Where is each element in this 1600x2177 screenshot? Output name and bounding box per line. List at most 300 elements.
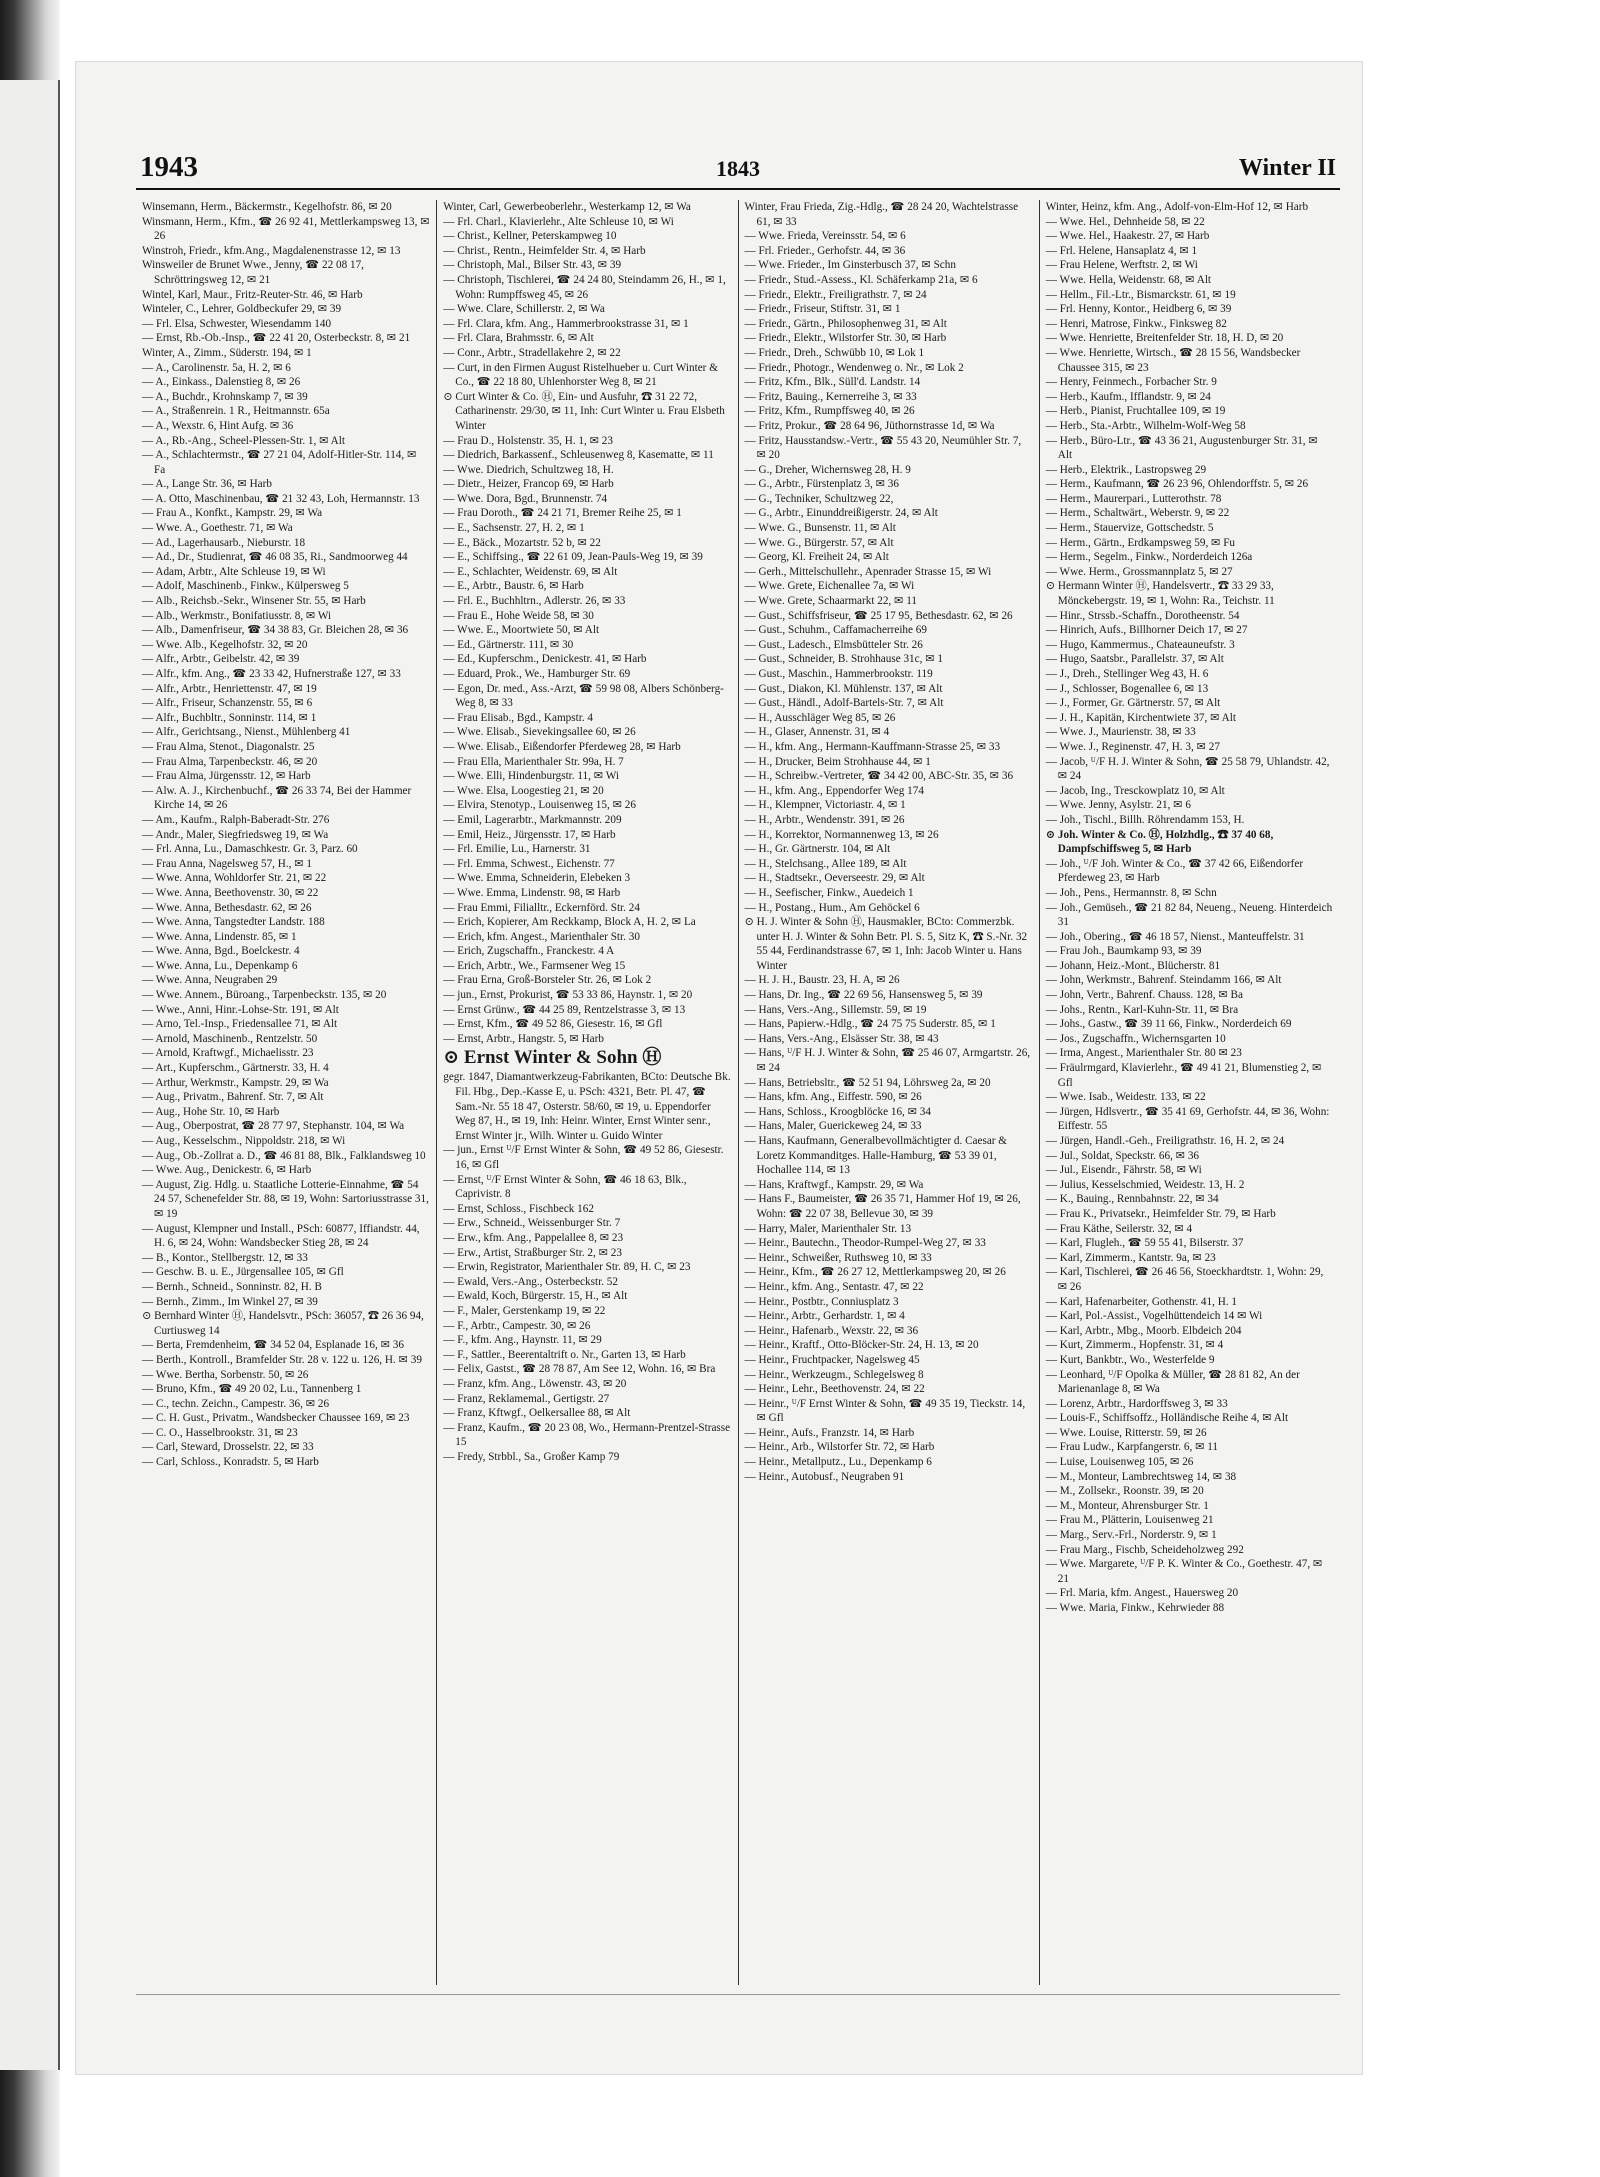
directory-entry: — G., Arbtr., Fürstenplatz 3, ✉ 36 [744,478,899,491]
directory-column-3 [739,200,1040,1985]
previous-page-edge [0,80,60,2070]
directory-entry: — Frl. Maria, kfm. Angest., Hauersweg 20 [1045,1587,1239,1600]
directory-entry: — Heinr., Kraftf., Otto-Blöcker-Str. 24, H. 13, ✉ 20 [744,1339,979,1352]
directory-entry: — Georg, Kl. Freiheit 24, ✉ Alt [744,551,889,564]
header-running-word: Winter II [1238,155,1336,181]
directory-entry: — Jul., Eisendr., Fährstr. 58, ✉ Wi [1045,1164,1202,1177]
directory-entry: — Wwe. Clare, Schillerstr. 2, ✉ Wa [443,303,605,316]
directory-entry: — John, Vertr., Bahrenf. Chauss. 128, ✉ Ba [1045,989,1243,1002]
directory-column-1 [136,200,437,1985]
directory-entry: — C. H. Gust., Privatm., Wandsbecker Chaussee 169, ✉ 23 [142,1412,410,1425]
directory-entry: — Alfr., Friseur, Schanzenstr. 55, ✉ 6 [142,697,313,710]
directory-entry: — Heinr., Bautechn., Theodor-Rumpel-Weg 27, ✉ 33 [744,1237,986,1250]
directory-entry: — Wwe. Emma, Lindenstr. 98, ✉ Harb [443,886,621,899]
directory-entry: — Ed., Gärtnerstr. 111, ✉ 30 [443,638,574,651]
directory-entry: — Heinr., kfm. Ang., Sentastr. 47, ✉ 22 [744,1280,924,1293]
directory-entry: — Wwe. Anna, Wohldorfer Str. 21, ✉ 22 [142,872,327,885]
directory-entry: — August, Zig. Hdlg. u. Staatliche Lotterie-Einnahme, ☎ 54 24 57, Schenefelder Str. 88, ✉ 19, Wohn: Sartoriusstrasse 31, ✉ 19 [142,1178,429,1220]
directory-entry: — Alfr., Arbtr., Henriettenstr. 47, ✉ 19 [142,682,317,695]
directory-entry: — A. Otto, Maschinenbau, ☎ 21 32 43, Loh, Hermannstr. 13 [142,492,420,505]
directory-entry: Wintel, Karl, Maur., Fritz-Reuter-Str. 46, ✉ Harb [142,288,363,301]
directory-entry: — Wwe. Henriette, Wirtsch., ☎ 28 15 56, Wandsbecker Chaussee 315, ✉ 23 [1045,346,1301,374]
directory-entry: — H., kfm. Ang., Hermann-Kauffmann-Strasse 25, ✉ 33 [744,740,1001,753]
directory-entry: — Frl. Frieder., Gerhofstr. 44, ✉ 36 [744,244,906,257]
directory-entry: — Hinr., Strssb.-Schaffn., Dorotheenstr. 54 [1045,609,1240,622]
directory-entry: — A., Wexstr. 6, Hint Aufg. ✉ 36 [142,419,294,432]
directory-entry: — Ernst, Rb.-Ob.-Insp., ☎ 22 41 20, Osterbeckstr. 8, ✉ 21 [142,332,411,345]
directory-entry: — Wwe. A., Goethestr. 71, ✉ Wa [142,522,293,535]
directory-entry: — Egon, Dr. med., Ass.-Arzt, ☎ 59 98 08, Albers Schönberg-Weg 8, ✉ 33 [443,682,724,710]
directory-entry: — Frl. Anna, Lu., Damaschkestr. Gr. 3, Parz. 60 [142,843,358,856]
directory-entry: — Wwe. Dora, Bgd., Brunnenstr. 74 [443,492,608,505]
directory-entry: — Hans, ᵁ/F H. J. Winter & Sohn, ☎ 25 46 07, Armgartstr. 26, ✉ 24 [744,1047,1031,1075]
directory-entry: — Alfr., Arbtr., Geibelstr. 42, ✉ 39 [142,653,300,666]
directory-entry: — Joh., Obering., ☎ 46 18 57, Nienst., Manteuffelstr. 31 [1045,930,1305,943]
directory-entry: — Alfr., Gerichtsang., Nienst., Mühlenberg 41 [142,726,351,739]
directory-entry: — A., Einkass., Dalenstieg 8, ✉ 26 [142,376,301,389]
directory-entry: — Herb., Sta.-Arbtr., Wilhelm-Wolf-Weg 58 [1045,419,1246,432]
directory-entry: — Arno, Tel.-Insp., Friedensallee 71, ✉ Alt [142,1018,338,1031]
directory-entry: — Arnold, Kraftwgf., Michaelisstr. 23 [142,1047,314,1060]
directory-entry: — Ernst, ᵁ/F Ernst Winter & Sohn, ☎ 46 18 63, Blk., Caprivistr. 8 [443,1173,687,1201]
directory-entry: — Frau Marg., Fischb, Scheideholzweg 292 [1045,1543,1244,1556]
directory-entry: — Jürgen, Hdlsvertr., ☎ 35 41 69, Gerhofstr. 44, ✉ 36, Wohn: Eiffestr. 55 [1045,1105,1330,1133]
directory-entry: — Hans, Kraftwgf., Kampstr. 29, ✉ Wa [744,1178,924,1191]
directory-entry: — Heinr., Werkzeugm., Schlegelsweg 8 [744,1368,924,1381]
directory-entry: — Berta, Fremdenheim, ☎ 34 52 04, Esplanade 16, ✉ 36 [142,1339,404,1352]
directory-entry: — Hans, kfm. Ang., Eiffestr. 590, ✉ 26 [744,1091,922,1104]
directory-entry: — Ernst, Schloss., Fischbeck 162 [443,1202,594,1215]
directory-entry: — Gerh., Mittelschullehr., Apenrader Strasse 15, ✉ Wi [744,565,992,578]
directory-entry: — Wwe. Frieda, Vereinsstr. 54, ✉ 6 [744,230,906,243]
directory-entry: — Hans, Kaufmann, Generalbevollmächtigter d. Caesar & Loretz Kommanditges. Halle-Hamburg, ☎ 53 39 01, Hochallee 114, ✉ 13 [744,1135,1008,1177]
directory-entry: — Wwe. Elisab., Eißendorfer Pferdeweg 28, ✉ Harb [443,740,681,753]
directory-entry: — Am., Kaufm., Ralph-Baberadt-Str. 276 [142,813,330,826]
directory-entry: — Wwe. Anna, Beethovenstr. 30, ✉ 22 [142,886,319,899]
directory-entry: — John, Werkmstr., Bahrenf. Steindamm 166, ✉ Alt [1045,974,1282,987]
directory-entry: — Johann, Heiz.-Mont., Blücherstr. 81 [1045,959,1221,972]
directory-entry: Winter, Carl, Gewerbeoberlehr., Westerkamp 12, ✉ Wa [443,201,691,213]
directory-entry: — Conr., Arbtr., Stradellakehre 2, ✉ 22 [443,346,621,359]
directory-entry: — Wwe. Anna, Bethesdastr. 62, ✉ 26 [142,901,312,914]
directory-entry: — Ewald, Vers.-Ang., Osterbeckstr. 52 [443,1275,618,1288]
directory-entry: — Ernst, Arbtr., Hangstr. 5, ✉ Harb [443,1032,604,1045]
directory-entry: — Art., Kupferschm., Gärtnerstr. 33, H. 4 [142,1062,329,1075]
directory-entry: — Herm., Maurerpari., Lutterothstr. 78 [1045,492,1222,505]
directory-entry: — Arnold, Maschinenb., Rentzelstr. 50 [142,1032,318,1045]
directory-entry: — Wwe. Annem., Büroang., Tarpenbeckstr. 135, ✉ 20 [142,989,387,1002]
directory-entry: — Herb., Pianist, Fruchtallee 109, ✉ 19 [1045,405,1226,418]
directory-entry: — Wwe. Alb., Kegelhofstr. 32, ✉ 20 [142,638,308,651]
directory-entry: — Frau Doroth., ☎ 24 21 71, Bremer Reihe 25, ✉ 1 [443,507,682,520]
directory-entry: — G., Techniker, Schultzweg 22, [744,492,894,505]
directory-entry: — Wwe. Aug., Denickestr. 6, ✉ Harb [142,1164,312,1177]
directory-entry: — Jürgen, Handl.-Geh., Freiligrathstr. 16, H. 2, ✉ 24 [1045,1135,1285,1147]
directory-entry: — H., Seefischer, Finkw., Auedeich 1 [744,886,914,899]
directory-entry: — Wwe. Anna, Bgd., Boelckestr. 4 [142,945,300,958]
directory-entry: — Herb., Elektrik., Lastropsweg 29 [1045,463,1207,476]
directory-entry: — Wwe. Diedrich, Schultzweg 18, H. [443,463,614,476]
directory-entry: — Erwin, Registrator, Marienthaler Str. 89, H. C, ✉ 23 [443,1261,691,1274]
directory-entry: — Wwe. Louise, Ritterstr. 59, ✉ 26 [1045,1426,1207,1439]
directory-entry: — Frau A., Konfkt., Kampstr. 29, ✉ Wa [142,507,323,520]
directory-entry: — Wwe. G., Bürgerstr. 57, ✉ Alt [744,536,894,549]
directory-entry: — Frau Helene, Werftstr. 2, ✉ Wi [1045,259,1198,272]
directory-entry: — Alb., Werkmstr., Bonifatiusstr. 8, ✉ Wi [142,609,332,622]
directory-entry: — Wwe. Hel., Dehnheide 58, ✉ 22 [1045,215,1205,228]
directory-entry: — Herm., Schaltwärt., Weberstr. 9, ✉ 22 [1045,507,1230,520]
directory-entry: ⊙ Joh. Winter & Co. Ⓗ, Holzhdlg., ☎ 37 40 68, Dampfschiffsweg 5, ✉ Harb [1045,828,1274,856]
directory-entry: — Elvira, Stenotyp., Louisenweg 15, ✉ 26 [443,799,636,812]
directory-entry: — Hans, Schloss., Kroogblöcke 16, ✉ 34 [744,1105,931,1118]
directory-entry: — Julius, Kesselschmied, Weidestr. 13, H. 2 [1045,1178,1245,1191]
directory-entry: — Wwe. Emma, Schneiderin, Elebeken 3 [443,872,631,885]
directory-entry: — A., Buchdr., Krohnskamp 7, ✉ 39 [142,390,308,403]
directory-entry: — Wwe. E., Moortwiete 50, ✉ Alt [443,624,600,637]
directory-entry: — A., Lange Str. 36, ✉ Harb [142,478,272,491]
directory-entry: — Frl. Charl., Klavierlehr., Alte Schleuse 10, ✉ Wi [443,215,674,228]
directory-entry: — Hugo, Saatsbr., Parallelstr. 37, ✉ Alt [1045,653,1224,666]
directory-entry: — Adolf, Maschinenb., Finkw., Külpersweg 5 [142,580,349,593]
directory-entry: — H., Ausschläger Weg 85, ✉ 26 [744,711,896,724]
directory-entry: — Herm., Stauervize, Gottschedstr. 5 [1045,522,1214,535]
directory-entry: — Ad., Dr., Studienrat, ☎ 46 08 35, Ri., Sandmoorweg 44 [142,551,408,564]
directory-entry: — Fritz, Hausstandsw.-Vertr., ☎ 55 43 20, Neumühler Str. 7, ✉ 20 [744,434,1022,462]
directory-entry: — E., Schiffsing., ☎ 22 61 09, Jean-Pauls-Weg 19, ✉ 39 [443,551,703,564]
directory-entry: — F., Sattler., Beerentaltrift o. Nr., Garten 13, ✉ Harb [443,1348,686,1361]
directory-entry: — Frl. Henny, Kontor., Heidberg 6, ✉ 39 [1045,303,1232,316]
directory-entry: — Heinr., ᵁ/F Ernst Winter & Sohn, ☎ 49 35 19, Tieckstr. 14, ✉ Gfl [744,1397,1026,1425]
directory-entry: Winteler, C., Lehrer, Goldbeckufer 29, ✉ 39 [142,303,342,316]
directory-entry: — August, Klempner und Install., PSch: 60877, Iffiandstr. 44, H. 6, ✉ 24, Wohn: Wandsbecker Stieg 28, ✉ 24 [142,1222,420,1250]
directory-entry: — Alfr., Buchbltr., Sonninstr. 114, ✉ 1 [142,711,317,724]
directory-entry: — Karl, Pol.-Assist., Vogelhüttendeich 14 ✉ Wi [1045,1310,1263,1323]
directory-entry: — Aug., Privatm., Bahrenf. Str. 7, ✉ Alt [142,1091,324,1104]
directory-entry: — Marg., Serv.-Frl., Norderstr. 9, ✉ 1 [1045,1529,1217,1542]
directory-entry: — H., Gr. Gärtnerstr. 104, ✉ Alt [744,843,891,856]
directory-entry: — Wwe. Elli, Hindenburgstr. 11, ✉ Wi [443,770,619,783]
directory-entry: — Frau Alma, Jürgensstr. 12, ✉ Harb [142,770,311,783]
directory-entry: — Karl, Zimmerm., Kantstr. 9a, ✉ 23 [1045,1251,1216,1264]
directory-entry: — Wwe. Jenny, Asylstr. 21, ✉ 6 [1045,799,1191,812]
directory-entry: — Frl. Clara, Brahmsstr. 6, ✉ Alt [443,332,594,345]
directory-entry: — Heinr., Lehr., Beethovenstr. 24, ✉ 22 [744,1383,925,1396]
directory-entry: — Aug., Oberpostrat, ☎ 28 77 97, Stephanstr. 104, ✉ Wa [142,1120,405,1133]
directory-entry: — Heinr., Kfm., ☎ 26 27 12, Mettlerkampsweg 20, ✉ 26 [744,1266,1006,1279]
directory-entry: — Wwe. Anna, Lindenstr. 85, ✉ 1 [142,930,297,943]
directory-entry: — H., Postang., Hum., Am Gehöckel 6 [744,901,920,914]
directory-entry: — Berth., Kontroll., Bramfelder Str. 28 v. 122 u. 126, H. ✉ 39 [142,1353,422,1366]
directory-entry: — C. O., Hasselbrookstr. 31, ✉ 23 [142,1426,298,1439]
directory-entry: — Erich, Zugschaffn., Franckestr. 4 A [443,945,615,958]
directory-entry: — Emil, Lagerarbtr., Markmannstr. 209 [443,813,622,826]
directory-entry: — Wwe. Hella, Weidenstr. 68, ✉ Alt [1045,273,1212,286]
directory-entry: — F., Arbtr., Campestr. 30, ✉ 26 [443,1319,591,1332]
directory-entry: — Bernh., Zimm., Im Winkel 27, ✉ 39 [142,1295,318,1308]
directory-entry: — Karl, Tischlerei, ☎ 26 46 56, Stoeckhardtstr. 1, Wohn: 29, ✉ 26 [1045,1266,1324,1293]
directory-entry: — A., Straßenrein. 1 R., Heitmannstr. 65a [142,405,330,418]
directory-entry: — Kurt, Bankbtr., Wo., Westerfelde 9 [1045,1353,1215,1366]
directory-entry: Winstroh, Friedr., kfm.Ang., Magdalenenstrasse 12, ✉ 13 [142,244,401,257]
directory-entry: — Frau D., Holstenstr. 35, H. 1, ✉ 23 [443,434,613,447]
directory-entry: — Frl. Emma, Schwest., Eichenstr. 77 [443,857,615,870]
directory-entry: — Geschw. B. u. E., Jürgensallee 105, ✉ Gfl [142,1266,344,1279]
directory-entry: — Gust., Maschin., Hammerbrookstr. 119 [744,668,933,680]
directory-entry: Winter, Frau Frieda, Zig.-Hdlg., ☎ 28 24 20, Wachtelstrasse 61, ✉ 33 [744,201,1019,228]
directory-columns [136,200,1340,1985]
directory-entry: — M., Zollsekr., Roonstr. 39, ✉ 20 [1045,1485,1204,1498]
directory-entry: — Andr., Maler, Siegfriedsweg 19, ✉ Wa [142,828,329,841]
directory-entry: — J. H., Kapitän, Kirchentwiete 37, ✉ Alt [1045,711,1236,724]
directory-entry: — Wwe. G., Bunsenstr. 11, ✉ Alt [744,522,896,535]
directory-entry: — H., Stelchsang., Allee 189, ✉ Alt [744,857,907,870]
directory-entry: — Frl. Emilie, Lu., Harnerstr. 31 [443,843,591,856]
directory-entry: — E., Sachsenstr. 27, H. 2, ✉ 1 [443,522,585,535]
directory-entry: — Herm., Kaufmann, ☎ 26 23 96, Ohlendorffstr. 5, ✉ 26 [1045,478,1309,491]
directory-entry: — Felix, Gastst., ☎ 28 78 87, Am See 12, Wohn. 16, ✉ Bra [443,1363,716,1376]
directory-entry: — Friedr., Gärtn., Philosophenweg 31, ✉ Alt [744,317,947,330]
directory-entry: — Adam, Arbtr., Alte Schleuse 19, ✉ Wi [142,565,326,578]
directory-entry: — Hans, Betriebsltr., ☎ 52 51 94, Löhrsweg 2a, ✉ 20 [744,1076,991,1089]
directory-entry: ⊙ Ernst Winter & Sohn Ⓗ [443,1047,662,1069]
directory-entry: — Herb., Büro-Ltr., ☎ 43 36 21, Augustenburger Str. 31, ✉ Alt [1045,434,1318,462]
directory-entry: — Frau Emmi, Filialltr., Eckernförd. Str. 24 [443,901,640,914]
directory-entry: Winsweiler de Brunet Wwe., Jenny, ☎ 22 08 17, Schröttringsweg 12, ✉ 21 [142,259,364,286]
directory-entry: — H., kfm. Ang., Eppendorfer Weg 174 [744,784,924,797]
directory-entry: — Wwe. Hel., Haakestr. 27, ✉ Harb [1045,230,1210,243]
directory-entry: — Aug., Ob.-Zollrat a. D., ☎ 46 81 88, Blk., Falklandsweg 10 [142,1149,426,1162]
directory-entry: — jun., Ernst ᵁ/F Ernst Winter & Sohn, ☎ 49 52 86, Giesestr. 16, ✉ Gfl [443,1144,724,1171]
directory-entry: — Joh., Gemüseh., ☎ 21 82 84, Neueng., Neueng. Hinterdeich 31 [1045,901,1333,929]
directory-entry: — A., Rb.-Ang., Scheel-Plessen-Str. 1, ✉ Alt [142,434,345,447]
bottom-rule [136,1994,1340,1995]
page-header [136,144,1340,190]
directory-entry: — H., Drucker, Beim Strohhause 44, ✉ 1 [744,755,931,768]
directory-entry: — Fredy, Strbbl., Sa., Großer Kamp 79 [443,1450,620,1463]
directory-entry: — Lorenz, Arbtr., Hardorffsweg 3, ✉ 33 [1045,1397,1228,1410]
directory-entry: — Friedr., Friseur, Stiftstr. 31, ✉ 1 [744,303,901,316]
directory-entry: — Heinr., Aufs., Franzstr. 14, ✉ Harb [744,1426,915,1439]
directory-entry: — Heinr., Metallputz., Lu., Depenkamp 6 [744,1456,932,1469]
directory-entry: — Wwe. J., Maurienstr. 38, ✉ 33 [1045,726,1196,739]
directory-entry: — Kurt, Zimmerm., Hopfenstr. 31, ✉ 4 [1045,1339,1224,1352]
directory-entry: ⊙ H. J. Winter & Sohn Ⓗ, Hausmakler, BCto: Commerzbk. unter H. J. Winter & Sohn Betr. Pl. S. 5, Sitz K, ☎ S.-Nr. 32 55 44, Ferdinandstrasse 67, ✉ 1, Inh: Jacob Winter u. Hans Winter [744,916,1028,972]
directory-entry: — Ad., Lagerhausarb., Nieburstr. 18 [142,536,306,549]
directory-entry: — Ed., Kupferschm., Denickestr. 41, ✉ Harb [443,653,647,666]
directory-entry: — Erw., kfm. Ang., Pappelallee 8, ✉ 23 [443,1231,624,1244]
directory-entry: — Frau M., Plätterin, Louisenweg 21 [1045,1514,1214,1527]
directory-entry: — Alfr., kfm. Ang., ☎ 23 33 42, Hufnerstraße 127, ✉ 33 [142,668,401,680]
directory-entry: Winter, Heinz, kfm. Ang., Adolf-von-Elm-Hof 12, ✉ Harb [1045,201,1309,213]
directory-column-2 [437,200,738,1985]
directory-entry: — Wwe. Maria, Finkw., Kehrwieder 88 [1045,1602,1225,1614]
directory-entry: — Heinr., Arbtr., Gerhardstr. 1, ✉ 4 [744,1310,905,1323]
directory-entry: — E., Arbtr., Baustr. 6, ✉ Harb [443,580,584,593]
directory-entry: — Frau E., Hohe Weide 58, ✉ 30 [443,609,594,622]
directory-entry: — Fräulrmgard, Klavierlehr., ☎ 49 41 21, Blumenstieg 2, ✉ Gfl [1045,1062,1322,1089]
directory-entry: — Franz, kfm. Ang., Löwenstr. 43, ✉ 20 [443,1377,627,1390]
directory-entry: — H., Arbtr., Wendenstr. 391, ✉ 26 [744,813,905,826]
directory-entry: — Gust., Händl., Adolf-Bartels-Str. 7, ✉ Alt [744,697,944,710]
directory-entry: — Frau Ludw., Karpfangerstr. 6, ✉ 11 [1045,1441,1219,1454]
directory-entry: — Friedr., Elektr., Wilstorfer Str. 30, ✉ Harb [744,332,947,345]
directory-entry: — E., Bäck., Mozartstr. 52 b, ✉ 22 [443,536,601,549]
directory-entry: — Karl, Flugleh., ☎ 59 55 41, Bilserstr. 37 [1045,1237,1244,1250]
directory-entry: — Johs., Gastw., ☎ 39 11 66, Finkw., Norderdeich 69 [1045,1018,1292,1031]
directory-entry: — Jul., Soldat, Speckstr. 66, ✉ 36 [1045,1149,1200,1162]
directory-entry: — F., Maler, Gerstenkamp 19, ✉ 22 [443,1304,606,1317]
directory-entry: — Wwe. Grete, Schaarmarkt 22, ✉ 11 [744,595,917,608]
directory-entry: — Wwe. Elisab., Sievekingsallee 60, ✉ 26 [443,726,636,739]
directory-entry: ⊙ Hermann Winter Ⓗ, Handelsvertr., ☎ 33 29 33, Mönckebergstr. 19, ✉ 1, Wohn: Ra., Teichstr. 11 [1045,580,1275,608]
directory-entry: — Aug., Hohe Str. 10, ✉ Harb [142,1105,280,1118]
directory-entry: — Herm., Gärtn., Erdkampsweg 59, ✉ Fu [1045,536,1236,549]
directory-entry: — Frau Alma, Tarpenbeckstr. 46, ✉ 20 [142,755,318,768]
directory-entry: — Frl. Helene, Hansaplatz 4, ✉ 1 [1045,244,1198,257]
directory-entry: — Louis-F., Schiffsoffz., Holländische Reihe 4, ✉ Alt [1045,1412,1289,1425]
directory-entry: — Frau Joh., Baumkamp 93, ✉ 39 [1045,945,1202,958]
directory-entry: — jun., Ernst, Prokurist, ☎ 53 33 86, Haynstr. 1, ✉ 20 [443,989,693,1002]
directory-entry: — Frl. Elsa, Schwester, Wiesendamm 140 [142,317,332,330]
directory-entry: — Emil, Heiz., Jürgensstr. 17, ✉ Harb [443,828,616,841]
directory-entry: — Hans, Maler, Guerickeweg 24, ✉ 33 [744,1120,922,1133]
directory-entry: — Gust., Diakon, Kl. Mühlenstr. 137, ✉ Alt [744,682,943,695]
directory-entry: — Alb., Reichsb.-Sekr., Winsener Str. 55, ✉ Harb [142,595,366,608]
directory-entry: — M., Monteur, Lambrechtsweg 14, ✉ 38 [1045,1470,1237,1483]
directory-column-4 [1040,200,1340,1985]
directory-entry: — Jos., Zugschaffn., Wichernsgarten 10 [1045,1032,1226,1045]
directory-entry: — Wwe. Isab., Weidestr. 133, ✉ 22 [1045,1091,1206,1104]
directory-page [76,62,1362,2074]
directory-entry: — Alw. A. J., Kirchenbuchf., ☎ 26 33 74, Bei der Hammer Kirche 14, ✉ 26 [142,784,412,812]
directory-entry: — Frau Alma, Stenot., Diagonalstr. 25 [142,740,315,753]
directory-entry: — M., Monteur, Ahrensburger Str. 1 [1045,1499,1209,1512]
directory-entry: — A., Carolinenstr. 5a, H. 2, ✉ 6 [142,361,291,374]
directory-entry: — A., Schlachtermstr., ☎ 27 21 04, Adolf-Hitler-Str. 114, ✉ Fa [142,449,417,476]
directory-entry: — Wwe. Herm., Grossmannplatz 5, ✉ 27 [1045,565,1233,578]
directory-entry: Winter, A., Zimm., Süderstr. 194, ✉ 1 [142,346,312,359]
directory-entry: — Frau Erna, Groß-Borsteler Str. 26, ✉ Lok 2 [443,974,652,987]
directory-entry: — G., Arbtr., Einunddreißigerstr. 24, ✉ Alt [744,507,938,520]
directory-entry: — G., Dreher, Wichernsweg 28, H. 9 [744,463,911,476]
directory-entry: — Frau Ella, Marienthaler Str. 99a, H. 7 [443,755,624,768]
directory-entry: — B., Kontor., Stellbergstr. 12, ✉ 33 [142,1251,308,1264]
directory-entry: — H. J. H., Baustr. 23, H. A, ✉ 26 [744,974,900,987]
directory-entry: — Friedr., Stud.-Assess., Kl. Schäferkamp 21a, ✉ 6 [744,273,978,286]
directory-entry: — Bruno, Kfm., ☎ 49 20 02, Lu., Tannenberg 1 [142,1383,362,1396]
directory-entry: — Hugo, Kammermus., Chateauneufstr. 3 [1045,638,1235,651]
directory-entry: — Karl, Arbtr., Mbg., Moorb. Elbdeich 204 [1045,1324,1242,1337]
directory-entry: Winsemann, Herm., Bäckermstr., Kegelhofstr. 86, ✉ 20 [142,201,392,213]
header-page-number: 1843 [716,156,760,181]
directory-entry: — Irma, Angest., Marienthaler Str. 80 ✉ 23 [1045,1047,1242,1060]
directory-entry: — Erw., Artist, Straßburger Str. 2, ✉ 23 [443,1246,622,1259]
directory-entry: — Gust., Ladesch., Elmsbütteler Str. 26 [744,638,923,651]
directory-entry: — Curt, in den Firmen August Ristelhueber u. Curt Winter & Co., ☎ 22 18 80, Uhlenhorster Weg 8, ✉ 21 [443,361,718,389]
directory-entry: — Joh., ᵁ/F Joh. Winter & Co., ☎ 37 42 66, Eißendorfer Pferdeweg 23, ✉ Harb [1045,857,1304,885]
directory-entry: — H., Glaser, Annenstr. 31, ✉ 4 [744,726,890,739]
directory-entry: — Hans, Dr. Ing., ☎ 22 69 56, Hansensweg 5, ✉ 39 [744,989,983,1002]
directory-entry: — Herm., Segelm., Finkw., Norderdeich 126a [1045,551,1253,564]
directory-entry: — Hinrich, Aufs., Billhorner Deich 17, ✉ 27 [1045,624,1248,637]
directory-entry: — Luise, Louisenweg 105, ✉ 26 [1045,1456,1194,1469]
header-year: 1943 [140,151,198,183]
directory-entry: — Heinr., Postbtr., Conniusplatz 3 [744,1295,899,1308]
directory-entry: — Franz, Kaufm., ☎ 20 23 08, Wo., Hermann-Prentzel-Strasse 15 [443,1421,731,1449]
directory-entry: — Hans, Papierw.-Hdlg., ☎ 24 75 75 Suderstr. 85, ✉ 1 [744,1018,996,1031]
directory-entry: — Ernst Grünw., ☎ 44 25 89, Rentzelstrasse 3, ✉ 13 [443,1003,686,1016]
directory-entry: — F., kfm. Ang., Haynstr. 11, ✉ 29 [443,1334,602,1347]
directory-entry: — Heinr., Arb., Wilstorfer Str. 72, ✉ Harb [744,1441,935,1454]
directory-entry: — Fritz, Kfm., Rumpffsweg 40, ✉ 26 [744,405,915,418]
directory-entry: — Heinr., Fruchtpacker, Nagelsweg 45 [744,1353,920,1366]
directory-entry: — Wwe. Anna, Neugraben 29 [142,974,278,987]
directory-entry: — E., Schlachter, Weidenstr. 69, ✉ Alt [443,565,618,578]
directory-entry: — Herb., Kaufm., Ifflandstr. 9, ✉ 24 [1045,390,1211,403]
directory-entry: — Frl. E., Buchhltrn., Adlerstr. 26, ✉ 33 [443,595,626,608]
directory-entry: — Christoph, Mal., Bilser Str. 43, ✉ 39 [443,259,622,272]
directory-entry: — Christ., Kellner, Peterskampweg 10 [443,230,617,243]
directory-entry: — Frau Elisab., Bgd., Kampstr. 4 [443,711,594,724]
directory-entry: — Gust., Schiffsfriseur, ☎ 25 17 95, Bethesdastr. 62, ✉ 26 [744,609,1013,622]
directory-entry: — Wwe., Anni, Hinr.-Lohse-Str. 191, ✉ Alt [142,1003,339,1016]
directory-entry: — Arthur, Werkmstr., Kampstr. 29, ✉ Wa [142,1076,329,1089]
directory-entry: — J., Dreh., Stellinger Weg 43, H. 6 [1045,668,1209,680]
directory-entry: — Leonhard, ᵁ/F Opolka & Müller, ☎ 28 81 82, An der Marienanlage 8, ✉ Wa [1045,1368,1300,1396]
directory-entry: — H., Schreibw.-Vertreter, ☎ 34 42 00, ABC-Str. 35, ✉ 36 [744,770,1014,783]
directory-entry: — Wwe. Anna, Tangstedter Landstr. 188 [142,916,325,929]
directory-entry: — J., Schlosser, Bogenallee 6, ✉ 13 [1045,682,1209,695]
directory-entry: — Joh., Tischl., Billh. Röhrendamm 153, H. [1045,813,1245,826]
directory-entry: — Eduard, Prok., We., Hamburger Str. 69 [443,668,631,680]
directory-entry: — Wwe. Grete, Eichenallee 7a, ✉ Wi [744,580,915,593]
directory-entry: — Heinr., Hafenarb., Wexstr. 22, ✉ 36 [744,1324,919,1337]
directory-entry: — Frau Anna, Nagelsweg 57, H., ✉ 1 [142,857,313,870]
directory-entry: — Hans F., Baumeister, ☎ 26 35 71, Hammer Hof 19, ✉ 26, Wohn: ☎ 22 07 38, Bellevue 30, ✉ 39 [744,1193,1021,1220]
directory-entry: — Erich, Arbtr., We., Farmsener Weg 15 [443,959,626,972]
directory-entry: — Erw., Schneid., Weissenburger Str. 7 [443,1217,621,1230]
directory-entry: — C., techn. Zeichn., Campestr. 36, ✉ 26 [142,1397,330,1410]
directory-entry: — Wwe. Bertha, Sorbenstr. 50, ✉ 26 [142,1368,309,1381]
directory-entry: — Ewald, Koch, Bürgerstr. 15, H., ✉ Alt [443,1290,628,1303]
directory-entry: — Carl, Schloss., Konradstr. 5, ✉ Harb [142,1456,319,1469]
directory-entry: — Ernst, Kfm., ☎ 49 52 86, Giesestr. 16, ✉ Gfl [443,1018,663,1031]
directory-entry: — Friedr., Photogr., Wendenweg o. Nr., ✉ Lok 2 [744,361,964,374]
directory-entry: — Frau Käthe, Seilerstr. 32, ✉ 4 [1045,1222,1193,1235]
directory-entry: Winsmann, Herm., Kfm., ☎ 26 92 41, Mettlerkampsweg 13, ✉ 26 [142,215,430,243]
directory-entry: — Johs., Rentn., Karl-Kuhn-Str. 11, ✉ Bra [1045,1003,1239,1016]
directory-entry: — Wwe. Anna, Lu., Depenkamp 6 [142,959,298,972]
directory-entry: — Jacob, ᵁ/F H. J. Winter & Sohn, ☎ 25 58 79, Uhlandstr. 42, ✉ 24 [1045,755,1330,783]
directory-entry: — Wwe. Henriette, Breitenfelder Str. 18, H. D, ✉ 20 [1045,332,1284,345]
directory-entry: ⊙ Bernhard Winter Ⓗ, Handelsvtr., PSch: 36057, ☎ 26 36 94, Curtiusweg 14 [142,1310,424,1337]
directory-entry: — Hellm., Fil.-Ltr., Bismarckstr. 61, ✉ 19 [1045,288,1236,301]
directory-entry: — Frl. Clara, kfm. Ang., Hammerbrookstrasse 31, ✉ 1 [443,317,689,330]
directory-entry: — Wwe. Frieder., Im Ginsterbusch 37, ✉ Schn [744,259,956,272]
directory-entry: — Jacob, Ing., Tresckowplatz 10, ✉ Alt [1045,784,1225,797]
directory-entry: — Diedrich, Barkassenf., Schleusenweg 8, Kasematte, ✉ 11 [443,449,714,462]
directory-entry: — Harry, Maler, Marienthaler Str. 13 [744,1222,912,1235]
directory-entry: — Gust., Schneider, B. Strohhause 31c, ✉ 1 [744,653,943,666]
directory-entry: — J., Former, Gr. Gärtnerstr. 57, ✉ Alt [1045,697,1221,710]
directory-entry: — Aug., Kesselschm., Nippoldstr. 218, ✉ Wi [142,1135,346,1147]
directory-entry: — Erich, Kopierer, Am Reckkamp, Block A, H. 2, ✉ La [443,916,696,929]
directory-entry: — H., Stadtsekr., Oeverseestr. 29, ✉ Alt [744,872,925,885]
directory-entry: — Fritz, Kfm., Blk., Süll'd. Landstr. 14 [744,376,921,389]
directory-entry: — Erich, kfm. Angest., Marienthaler Str. 30 [443,930,640,943]
directory-entry: ⊙ Curt Winter & Co. Ⓗ, Ein- und Ausfuhr, ☎ 31 22 72, Catharinenstr. 29/30, ✉ 11, Inh: Curt Winter u. Frau Elsbeth Winter [443,390,725,432]
directory-entry: — Gust., Schuhm., Caffamacherreihe 69 [744,624,927,637]
